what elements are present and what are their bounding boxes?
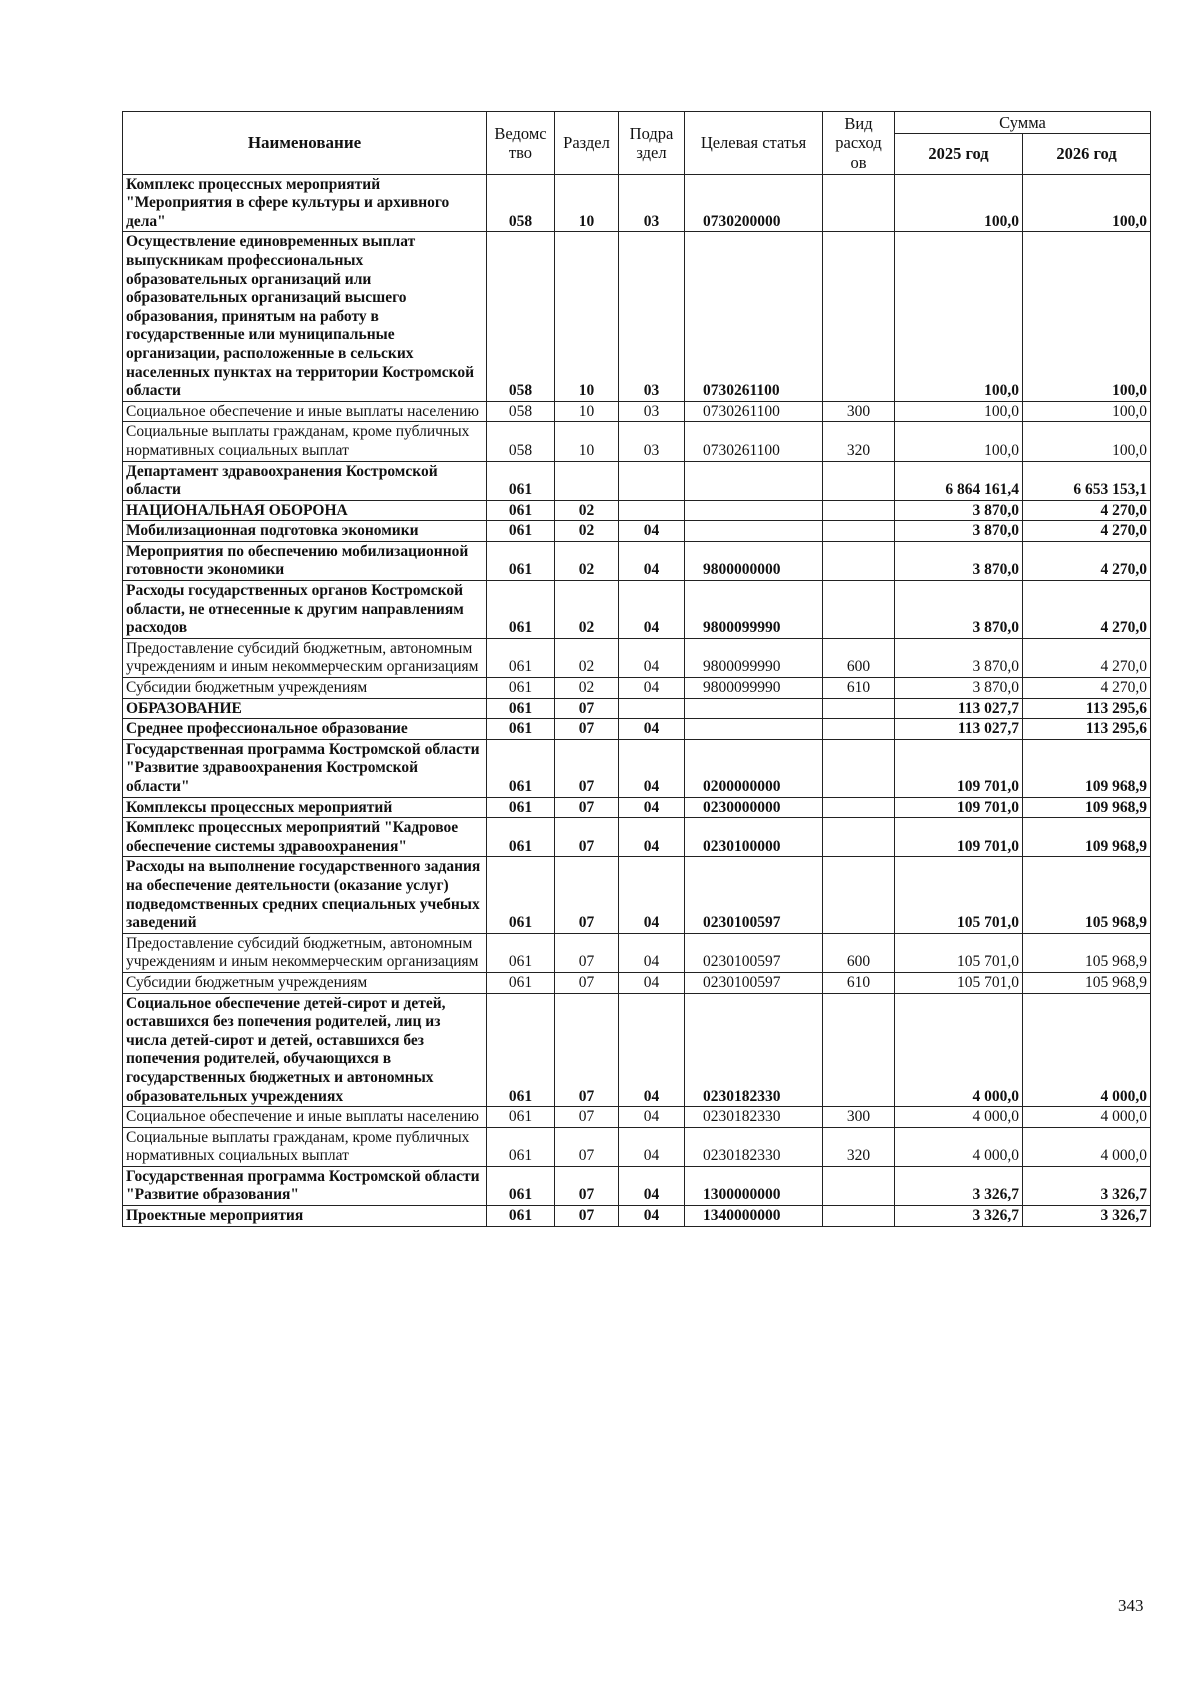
row-sum-2026: 4 270,0	[1023, 678, 1151, 699]
row-target: 9800000000	[685, 541, 823, 580]
row-exptype	[823, 857, 895, 933]
row-subsection: 04	[619, 521, 685, 542]
row-sum-2026: 6 653 153,1	[1023, 461, 1151, 500]
row-subsection	[619, 698, 685, 719]
row-sum-2025: 3 326,7	[895, 1166, 1023, 1205]
row-sum-2025: 4 000,0	[895, 1107, 1023, 1128]
row-exptype	[823, 232, 895, 401]
header-subsection: Подра здел	[619, 112, 685, 175]
header-name: Наименование	[123, 112, 487, 175]
row-name: Департамент здравоохранения Костромской области	[123, 461, 487, 500]
header-year-2026: 2026 год	[1023, 133, 1151, 174]
row-sum-2025: 113 027,7	[895, 719, 1023, 740]
row-exptype	[823, 797, 895, 818]
table-row	[123, 933, 1151, 972]
row-target: 0230000000	[685, 797, 823, 818]
row-name: НАЦИОНАЛЬНАЯ ОБОРОНА	[123, 500, 487, 521]
header-target: Целевая статья	[685, 112, 823, 175]
row-dept: 058	[487, 174, 555, 232]
row-dept: 061	[487, 993, 555, 1107]
row-section: 07	[555, 993, 619, 1107]
row-sum-2026: 4 270,0	[1023, 541, 1151, 580]
table-row	[123, 1206, 1151, 1227]
row-sum-2026: 109 968,9	[1023, 797, 1151, 818]
row-target: 0230100000	[685, 818, 823, 857]
row-sum-2026: 4 000,0	[1023, 1127, 1151, 1166]
row-exptype: 610	[823, 972, 895, 993]
row-section: 02	[555, 638, 619, 677]
row-sum-2025: 3 870,0	[895, 581, 1023, 639]
row-sum-2025: 109 701,0	[895, 818, 1023, 857]
row-target: 9800099990	[685, 638, 823, 677]
row-sum-2026: 113 295,6	[1023, 719, 1151, 740]
header-dept: Ведомс тво	[487, 112, 555, 175]
row-sum-2026: 100,0	[1023, 422, 1151, 461]
row-section: 10	[555, 174, 619, 232]
row-name: Социальное обеспечение и иные выплаты населению	[123, 401, 487, 422]
row-sum-2026: 100,0	[1023, 174, 1151, 232]
row-exptype	[823, 500, 895, 521]
row-section: 10	[555, 232, 619, 401]
table-row	[123, 993, 1151, 1107]
row-exptype	[823, 719, 895, 740]
row-dept: 061	[487, 797, 555, 818]
row-exptype	[823, 818, 895, 857]
row-target	[685, 521, 823, 542]
row-exptype	[823, 1206, 895, 1227]
row-subsection: 04	[619, 541, 685, 580]
row-subsection	[619, 500, 685, 521]
row-name: Субсидии бюджетным учреждениям	[123, 972, 487, 993]
page-number: 343	[1118, 1596, 1144, 1615]
table-body	[123, 174, 1151, 1226]
row-target: 0730200000	[685, 174, 823, 232]
row-dept: 061	[487, 541, 555, 580]
budget-table	[122, 111, 1151, 1227]
row-sum-2025: 100,0	[895, 232, 1023, 401]
row-sum-2025: 100,0	[895, 422, 1023, 461]
row-exptype	[823, 461, 895, 500]
row-name: Комплексы процессных мероприятий	[123, 797, 487, 818]
row-sum-2026: 100,0	[1023, 232, 1151, 401]
row-exptype	[823, 739, 895, 797]
row-dept: 061	[487, 500, 555, 521]
row-sum-2025: 100,0	[895, 174, 1023, 232]
row-name: Социальные выплаты гражданам, кроме публичных нормативных социальных выплат	[123, 1127, 487, 1166]
row-subsection: 04	[619, 719, 685, 740]
row-exptype: 320	[823, 422, 895, 461]
row-subsection: 04	[619, 818, 685, 857]
row-target: 0230100597	[685, 857, 823, 933]
row-section: 07	[555, 698, 619, 719]
row-subsection: 04	[619, 972, 685, 993]
table-row	[123, 698, 1151, 719]
row-target: 0230100597	[685, 933, 823, 972]
row-target	[685, 698, 823, 719]
row-dept: 061	[487, 1166, 555, 1205]
row-sum-2025: 109 701,0	[895, 797, 1023, 818]
row-subsection: 03	[619, 232, 685, 401]
row-sum-2026: 3 326,7	[1023, 1166, 1151, 1205]
row-sum-2026: 4 270,0	[1023, 500, 1151, 521]
row-dept: 061	[487, 581, 555, 639]
row-exptype	[823, 521, 895, 542]
row-dept: 061	[487, 638, 555, 677]
row-name: Проектные мероприятия	[123, 1206, 487, 1227]
row-sum-2026: 4 270,0	[1023, 638, 1151, 677]
row-section: 07	[555, 972, 619, 993]
row-target: 9800099990	[685, 581, 823, 639]
row-name: Социальное обеспечение детей-сирот и детей, оставшихся без попечения родителей, лиц из числа детей-сирот и детей, оставшихся без попечения родителей, обучающихся в государственных бюджетных и автономных образовательных учреждениях	[123, 993, 487, 1107]
row-sum-2026: 105 968,9	[1023, 972, 1151, 993]
row-exptype: 300	[823, 1107, 895, 1128]
row-section: 02	[555, 678, 619, 699]
row-subsection: 04	[619, 797, 685, 818]
row-exptype: 600	[823, 638, 895, 677]
row-sum-2025: 4 000,0	[895, 993, 1023, 1107]
row-section: 07	[555, 1206, 619, 1227]
row-sum-2025: 3 870,0	[895, 521, 1023, 542]
row-name: Расходы государственных органов Костромской области, не отнесенные к другим направлениям расходов	[123, 581, 487, 639]
row-dept: 061	[487, 1127, 555, 1166]
header-sum: Сумма	[895, 112, 1151, 134]
row-target	[685, 461, 823, 500]
table-row	[123, 232, 1151, 401]
header-exptype: Вид расход ов	[823, 112, 895, 175]
table-row	[123, 461, 1151, 500]
row-exptype: 320	[823, 1127, 895, 1166]
row-section: 07	[555, 1107, 619, 1128]
table-row	[123, 401, 1151, 422]
row-target: 0230100597	[685, 972, 823, 993]
row-section: 07	[555, 818, 619, 857]
header-year-2025: 2025 год	[895, 133, 1023, 174]
row-section: 02	[555, 521, 619, 542]
row-name: Государственная программа Костромской области "Развитие образования"	[123, 1166, 487, 1205]
row-target	[685, 500, 823, 521]
row-dept: 061	[487, 719, 555, 740]
row-section: 07	[555, 933, 619, 972]
row-sum-2026: 4 270,0	[1023, 521, 1151, 542]
row-sum-2026: 105 968,9	[1023, 933, 1151, 972]
row-target: 1340000000	[685, 1206, 823, 1227]
row-dept: 061	[487, 933, 555, 972]
row-subsection: 04	[619, 581, 685, 639]
row-target: 1300000000	[685, 1166, 823, 1205]
table-row	[123, 581, 1151, 639]
row-name: Осуществление единовременных выплат выпускникам профессиональных образовательных организаций или образовательных организаций высшего образования, принятым на работу в государственные или муниципальные организации, расположенные в сельских населенных пунктах на территории Костромской области	[123, 232, 487, 401]
row-subsection: 03	[619, 422, 685, 461]
row-target: 9800099990	[685, 678, 823, 699]
row-section: 02	[555, 500, 619, 521]
row-exptype	[823, 174, 895, 232]
row-sum-2026: 105 968,9	[1023, 857, 1151, 933]
row-sum-2025: 3 326,7	[895, 1206, 1023, 1227]
row-section	[555, 461, 619, 500]
row-sum-2025: 3 870,0	[895, 638, 1023, 677]
row-subsection: 04	[619, 1127, 685, 1166]
table-row	[123, 1127, 1151, 1166]
row-exptype	[823, 993, 895, 1107]
row-name: Социальное обеспечение и иные выплаты населению	[123, 1107, 487, 1128]
row-name: Комплекс процессных мероприятий "Кадровое обеспечение системы здравоохранения"	[123, 818, 487, 857]
row-dept: 061	[487, 698, 555, 719]
row-target: 0730261100	[685, 232, 823, 401]
header-section: Раздел	[555, 112, 619, 175]
table-row	[123, 678, 1151, 699]
table-row	[123, 797, 1151, 818]
row-name: Субсидии бюджетным учреждениям	[123, 678, 487, 699]
row-dept: 061	[487, 972, 555, 993]
row-sum-2025: 6 864 161,4	[895, 461, 1023, 500]
row-subsection: 04	[619, 638, 685, 677]
row-section: 07	[555, 797, 619, 818]
row-subsection: 04	[619, 1166, 685, 1205]
row-section: 07	[555, 739, 619, 797]
row-dept: 061	[487, 818, 555, 857]
table-row	[123, 541, 1151, 580]
row-section: 07	[555, 719, 619, 740]
row-dept: 058	[487, 401, 555, 422]
row-sum-2025: 3 870,0	[895, 500, 1023, 521]
row-subsection: 04	[619, 739, 685, 797]
row-name: Среднее профессиональное образование	[123, 719, 487, 740]
table-row	[123, 719, 1151, 740]
row-dept: 061	[487, 857, 555, 933]
row-dept: 058	[487, 232, 555, 401]
row-sum-2026: 3 326,7	[1023, 1206, 1151, 1227]
row-exptype: 300	[823, 401, 895, 422]
row-exptype	[823, 698, 895, 719]
row-name: Мобилизационная подготовка экономики	[123, 521, 487, 542]
row-target: 0230182330	[685, 1127, 823, 1166]
row-target: 0230182330	[685, 1107, 823, 1128]
table-row	[123, 1166, 1151, 1205]
row-subsection: 04	[619, 933, 685, 972]
row-subsection: 03	[619, 174, 685, 232]
row-section: 07	[555, 1166, 619, 1205]
row-exptype	[823, 541, 895, 580]
row-sum-2025: 3 870,0	[895, 541, 1023, 580]
row-name: Предоставление субсидий бюджетным, автономным учреждениям и иным некоммерческим организациям	[123, 638, 487, 677]
table-row	[123, 857, 1151, 933]
row-subsection	[619, 461, 685, 500]
row-sum-2026: 109 968,9	[1023, 818, 1151, 857]
row-sum-2026: 100,0	[1023, 401, 1151, 422]
row-name: ОБРАЗОВАНИЕ	[123, 698, 487, 719]
row-sum-2025: 113 027,7	[895, 698, 1023, 719]
row-exptype: 610	[823, 678, 895, 699]
row-name: Расходы на выполнение государственного задания на обеспечение деятельности (оказание услуг) подведомственных средних специальных учебных заведений	[123, 857, 487, 933]
table-row	[123, 818, 1151, 857]
row-dept: 061	[487, 678, 555, 699]
row-sum-2025: 3 870,0	[895, 678, 1023, 699]
table-row	[123, 638, 1151, 677]
row-subsection: 04	[619, 1107, 685, 1128]
row-section: 10	[555, 401, 619, 422]
row-dept: 061	[487, 1206, 555, 1227]
row-subsection: 03	[619, 401, 685, 422]
row-dept: 061	[487, 1107, 555, 1128]
row-dept: 058	[487, 422, 555, 461]
row-sum-2026: 4 000,0	[1023, 993, 1151, 1107]
table-row	[123, 739, 1151, 797]
row-sum-2025: 4 000,0	[895, 1127, 1023, 1166]
row-target: 0730261100	[685, 401, 823, 422]
row-subsection: 04	[619, 1206, 685, 1227]
table-row	[123, 972, 1151, 993]
row-sum-2025: 100,0	[895, 401, 1023, 422]
row-section: 10	[555, 422, 619, 461]
table-row	[123, 1107, 1151, 1128]
row-dept: 061	[487, 461, 555, 500]
table-header	[123, 112, 1151, 175]
table-row	[123, 174, 1151, 232]
row-subsection: 04	[619, 678, 685, 699]
row-name: Предоставление субсидий бюджетным, автономным учреждениям и иным некоммерческим организациям	[123, 933, 487, 972]
row-sum-2025: 105 701,0	[895, 857, 1023, 933]
row-dept: 061	[487, 521, 555, 542]
row-dept: 061	[487, 739, 555, 797]
row-section: 02	[555, 541, 619, 580]
table-row	[123, 500, 1151, 521]
row-subsection: 04	[619, 857, 685, 933]
row-exptype	[823, 581, 895, 639]
row-section: 07	[555, 1127, 619, 1166]
row-subsection: 04	[619, 993, 685, 1107]
row-sum-2025: 105 701,0	[895, 972, 1023, 993]
row-section: 07	[555, 857, 619, 933]
row-target	[685, 719, 823, 740]
row-section: 02	[555, 581, 619, 639]
row-exptype: 600	[823, 933, 895, 972]
row-name: Социальные выплаты гражданам, кроме публичных нормативных социальных выплат	[123, 422, 487, 461]
row-name: Мероприятия по обеспечению мобилизационной готовности экономики	[123, 541, 487, 580]
row-exptype	[823, 1166, 895, 1205]
row-sum-2026: 109 968,9	[1023, 739, 1151, 797]
row-sum-2026: 4 000,0	[1023, 1107, 1151, 1128]
table-row	[123, 521, 1151, 542]
row-target: 0200000000	[685, 739, 823, 797]
row-sum-2026: 113 295,6	[1023, 698, 1151, 719]
row-name: Комплекс процессных мероприятий "Мероприятия в сфере культуры и архивного дела"	[123, 174, 487, 232]
row-sum-2025: 105 701,0	[895, 933, 1023, 972]
table-row	[123, 422, 1151, 461]
row-target: 0230182330	[685, 993, 823, 1107]
row-target: 0730261100	[685, 422, 823, 461]
row-sum-2025: 109 701,0	[895, 739, 1023, 797]
row-name: Государственная программа Костромской области "Развитие здравоохранения Костромской области"	[123, 739, 487, 797]
row-sum-2026: 4 270,0	[1023, 581, 1151, 639]
